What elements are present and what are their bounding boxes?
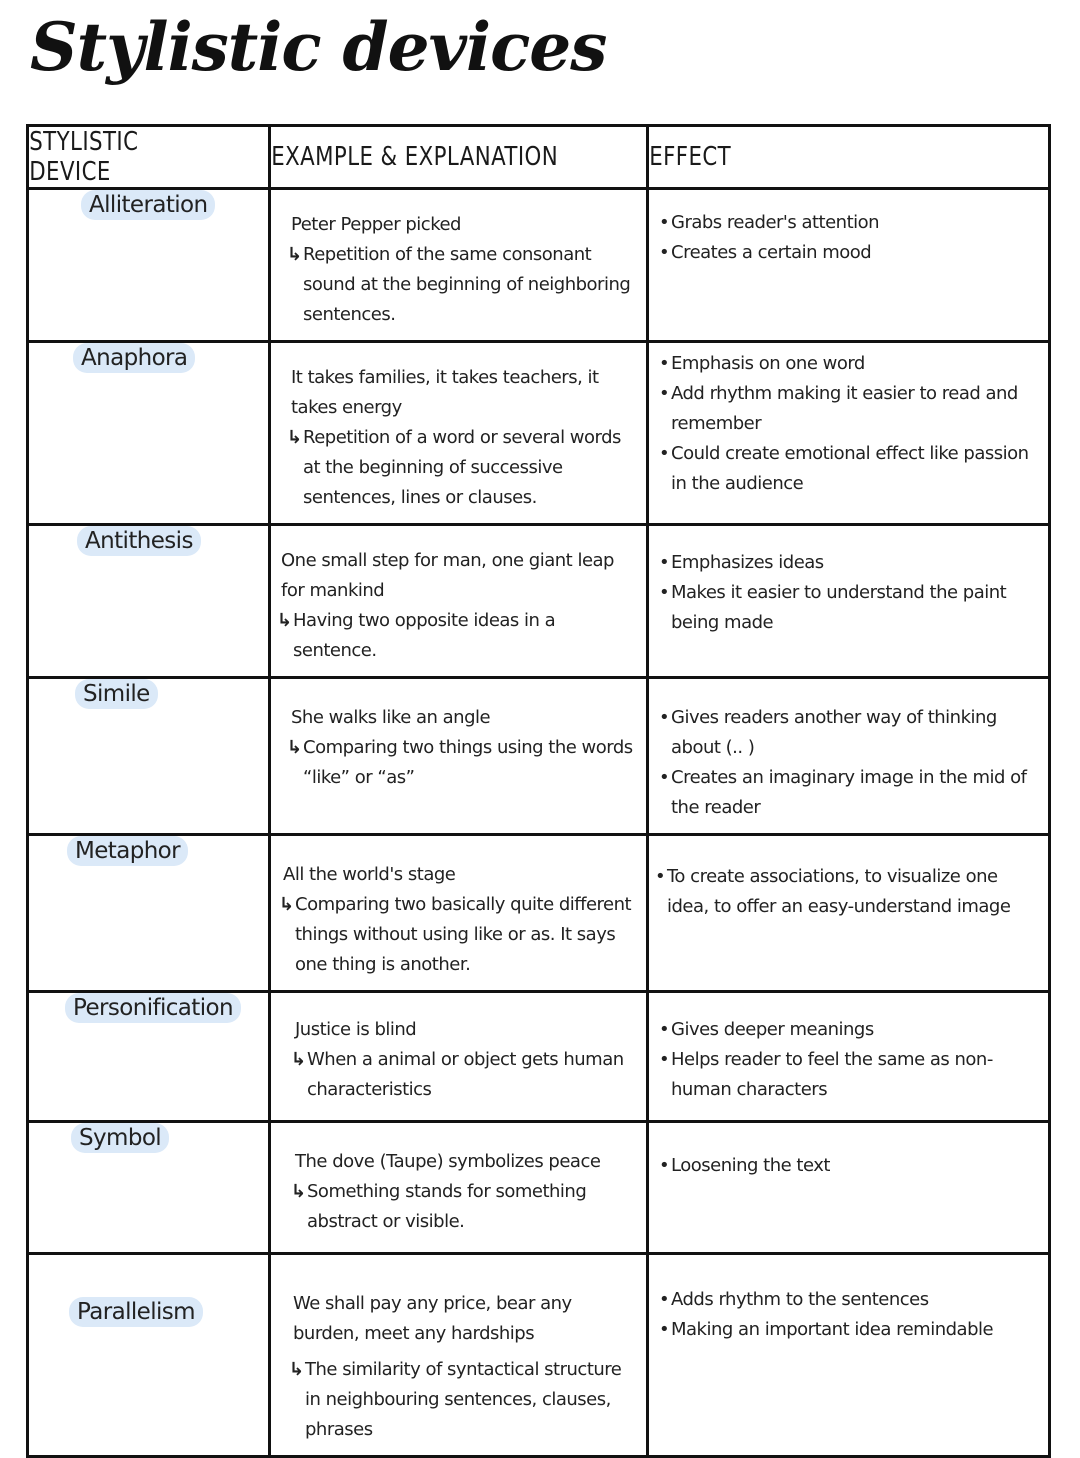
example-text: It takes families, it takes teachers, it takes energy bbox=[291, 367, 599, 418]
arrow-icon: ↳ bbox=[291, 1181, 306, 1202]
device-cell bbox=[28, 992, 270, 1122]
example-text: We shall pay any price, bear any burden, meet any hardships bbox=[293, 1293, 572, 1344]
table-header-row bbox=[28, 126, 1050, 189]
device-cell bbox=[28, 342, 270, 525]
table-row bbox=[28, 835, 1050, 992]
explanation-text: When a animal or object gets human characteristics bbox=[307, 1049, 624, 1100]
example-text: Justice is blind bbox=[295, 1019, 417, 1040]
effect-text: Adds rhythm to the sentences bbox=[671, 1289, 929, 1310]
bullet-icon: • bbox=[659, 443, 670, 464]
effect-cell bbox=[648, 678, 1050, 835]
stylistic-devices-table bbox=[26, 124, 1051, 1458]
example-text: Peter Pepper picked bbox=[291, 214, 461, 235]
device-name: Anaphora bbox=[73, 343, 195, 373]
example-text: The dove (Taupe) symbolizes peace bbox=[295, 1151, 601, 1172]
effect-text: Makes it easier to understand the paint being made bbox=[671, 582, 1007, 633]
effect-text: Helps reader to feel the same as non-human characters bbox=[671, 1049, 993, 1100]
arrow-icon: ↳ bbox=[287, 427, 302, 448]
device-name: Alliteration bbox=[81, 190, 215, 220]
arrow-icon: ↳ bbox=[287, 244, 302, 265]
bullet-icon: • bbox=[659, 353, 670, 374]
explanation-text: Repetition of the same consonant sound at the beginning of neighboring sentences. bbox=[303, 244, 631, 325]
effect-cell bbox=[648, 189, 1050, 342]
effect-text: Gives readers another way of thinking about (.. ) bbox=[671, 707, 997, 758]
header-stylistic-device: STYLISTIC DEVICE bbox=[28, 126, 226, 189]
device-name: Personification bbox=[65, 993, 241, 1023]
device-name: Antithesis bbox=[77, 526, 201, 556]
example-cell bbox=[270, 189, 648, 342]
table-row bbox=[28, 189, 1050, 342]
example-text: She walks like an angle bbox=[291, 707, 491, 728]
bullet-icon: • bbox=[659, 582, 670, 603]
bullet-icon: • bbox=[659, 383, 670, 404]
example-cell bbox=[270, 992, 648, 1122]
effect-text: Gives deeper meanings bbox=[671, 1019, 874, 1040]
table-row bbox=[28, 1254, 1050, 1457]
effect-cell bbox=[648, 342, 1050, 525]
effect-cell bbox=[648, 1254, 1050, 1457]
bullet-icon: • bbox=[659, 552, 670, 573]
effect-text: Making an important idea remindable bbox=[671, 1319, 994, 1340]
example-cell bbox=[270, 678, 648, 835]
page-title: Stylistic devices bbox=[30, 8, 607, 86]
example-text: All the world's stage bbox=[283, 864, 456, 885]
explanation-text: Something stands for something abstract or visible. bbox=[307, 1181, 587, 1232]
effect-text: Grabs reader's attention bbox=[671, 212, 880, 233]
bullet-icon: • bbox=[659, 212, 670, 233]
explanation-text: Repetition of a word or several words at the beginning of successive sentences, lines or clauses. bbox=[303, 427, 621, 508]
effect-text: Add rhythm making it easier to read and remember bbox=[671, 383, 1018, 434]
example-cell bbox=[270, 525, 648, 678]
effect-text: Creates a certain mood bbox=[671, 242, 872, 263]
bullet-icon: • bbox=[659, 1019, 670, 1040]
example-cell bbox=[270, 1254, 648, 1457]
effect-cell bbox=[648, 835, 1050, 992]
example-cell bbox=[270, 342, 648, 525]
device-cell bbox=[28, 1254, 270, 1457]
device-cell bbox=[28, 189, 270, 342]
effect-text: To create associations, to visualize one idea, to offer an easy-understand image bbox=[667, 866, 1011, 917]
bullet-icon: • bbox=[659, 1155, 670, 1176]
example-cell bbox=[270, 1122, 648, 1254]
bullet-icon: • bbox=[659, 707, 670, 728]
effect-cell bbox=[648, 992, 1050, 1122]
device-name: Simile bbox=[75, 679, 158, 709]
explanation-text: Having two opposite ideas in a sentence. bbox=[293, 610, 556, 661]
arrow-icon: ↳ bbox=[277, 610, 292, 631]
arrow-icon: ↳ bbox=[291, 1049, 306, 1070]
effect-text: Could create emotional effect like passion in the audience bbox=[671, 443, 1029, 494]
explanation-text: Comparing two things using the words “like” or “as” bbox=[303, 737, 633, 788]
effect-cell bbox=[648, 1122, 1050, 1254]
bullet-icon: • bbox=[659, 767, 670, 788]
bullet-icon: • bbox=[655, 866, 666, 887]
device-name: Symbol bbox=[71, 1123, 169, 1153]
table-row bbox=[28, 525, 1050, 678]
header-example-explanation: EXAMPLE & EXPLANATION bbox=[270, 126, 580, 189]
device-cell bbox=[28, 1122, 270, 1254]
device-name: Metaphor bbox=[67, 836, 188, 866]
effect-text: Emphasizes ideas bbox=[671, 552, 824, 573]
explanation-text: The similarity of syntactical structure in neighbouring sentences, clauses, phrases bbox=[305, 1359, 622, 1440]
bullet-icon: • bbox=[659, 1049, 670, 1070]
bullet-icon: • bbox=[659, 1319, 670, 1340]
table-row bbox=[28, 1122, 1050, 1254]
example-text: One small step for man, one giant leap for mankind bbox=[281, 550, 614, 601]
table-row bbox=[28, 678, 1050, 835]
effect-text: Loosening the text bbox=[671, 1155, 830, 1176]
arrow-icon: ↳ bbox=[279, 894, 294, 915]
arrow-icon: ↳ bbox=[289, 1359, 304, 1380]
device-cell bbox=[28, 835, 270, 992]
device-name: Parallelism bbox=[69, 1297, 203, 1327]
example-cell bbox=[270, 835, 648, 992]
bullet-icon: • bbox=[659, 242, 670, 263]
arrow-icon: ↳ bbox=[287, 737, 302, 758]
effect-text: Creates an imaginary image in the mid of the reader bbox=[671, 767, 1027, 818]
table-row bbox=[28, 992, 1050, 1122]
header-effect: EFFECT bbox=[648, 126, 978, 189]
bullet-icon: • bbox=[659, 1289, 670, 1310]
device-cell bbox=[28, 525, 270, 678]
effect-text: Emphasis on one word bbox=[671, 353, 865, 374]
explanation-text: Comparing two basically quite different things without using like or as. It says one thing is another. bbox=[295, 894, 632, 975]
device-cell bbox=[28, 678, 270, 835]
effect-cell bbox=[648, 525, 1050, 678]
table-row bbox=[28, 342, 1050, 525]
